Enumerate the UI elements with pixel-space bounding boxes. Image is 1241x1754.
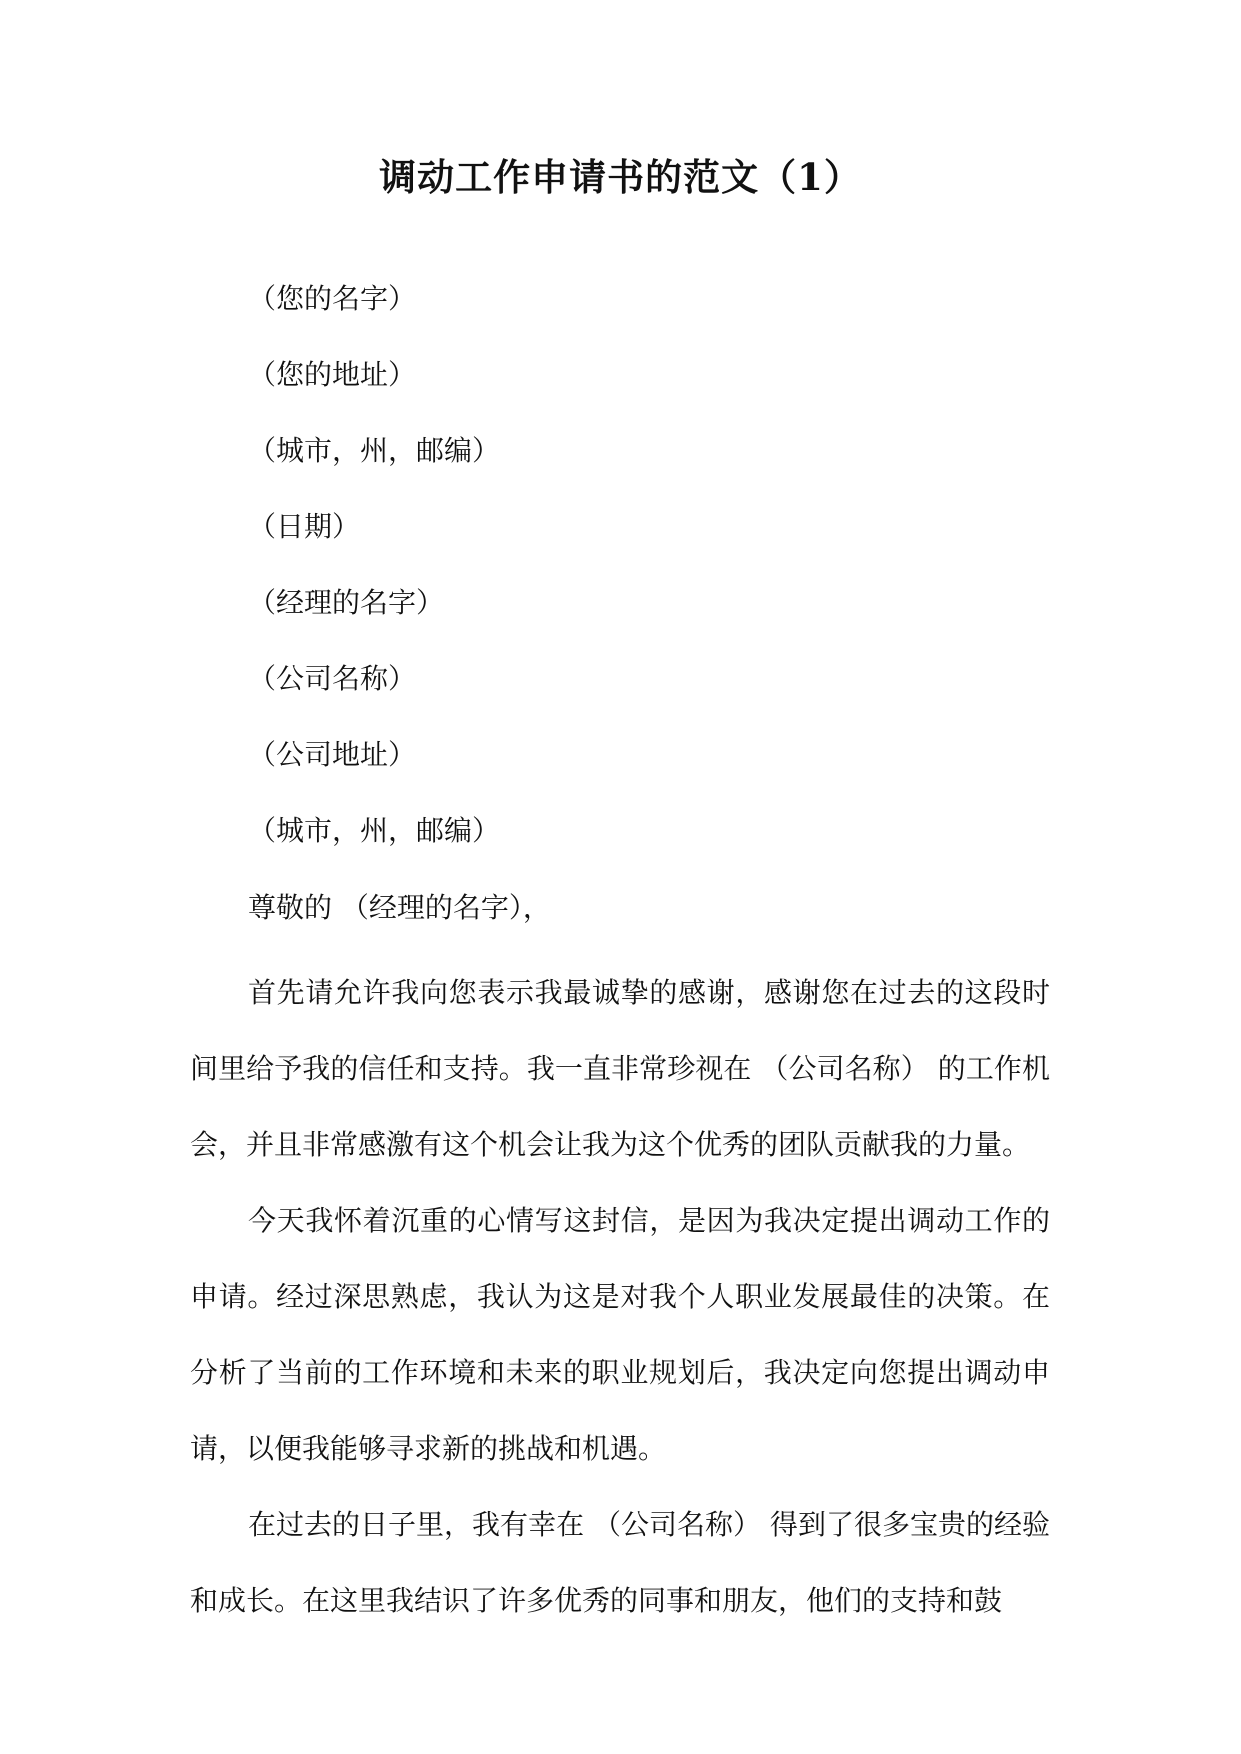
letter-body: [190, 955, 1050, 1639]
company-name-line: （公司名称）: [248, 662, 417, 695]
date-line: （日期）: [248, 510, 361, 543]
sender-address-line: （您的地址）: [248, 358, 417, 391]
greeting-line: 尊敬的 （经理的名字），: [248, 891, 551, 924]
sender-city-line: （城市，州，邮编）: [248, 434, 501, 467]
manager-name-line: （经理的名字）: [248, 586, 445, 619]
address-block: [248, 276, 1048, 884]
company-address-line: （公司地址）: [248, 738, 417, 771]
sender-name-line: （您的名字）: [248, 282, 417, 315]
company-city-line: （城市，州，邮编）: [248, 814, 501, 847]
paragraph-2: 今天我怀着沉重的心情写这封信，是因为我决定提出调动工作的申请。经过深思熟虑，我认为这是对我个人职业发展最佳的决策。在分析了当前的工作环境和未来的职业规划后，我决定向您提出调动申请，以便我能够寻求新的挑战和机遇。: [190, 1204, 1050, 1465]
paragraph-1: 首先请允许我向您表示我最诚挚的感谢，感谢您在过去的这段时间里给予我的信任和支持。我一直非常珍视在 （公司名称） 的工作机会，并且非常感激有这个机会让我为这个优秀的团队贡献我的力量。: [190, 976, 1050, 1161]
paragraph-3: 在过去的日子里，我有幸在 （公司名称） 得到了很多宝贵的经验和成长。在这里我结识了许多优秀的同事和朋友，他们的支持和鼓: [190, 1508, 1050, 1617]
document-title: 调动工作申请书的范文（1）: [379, 155, 862, 199]
